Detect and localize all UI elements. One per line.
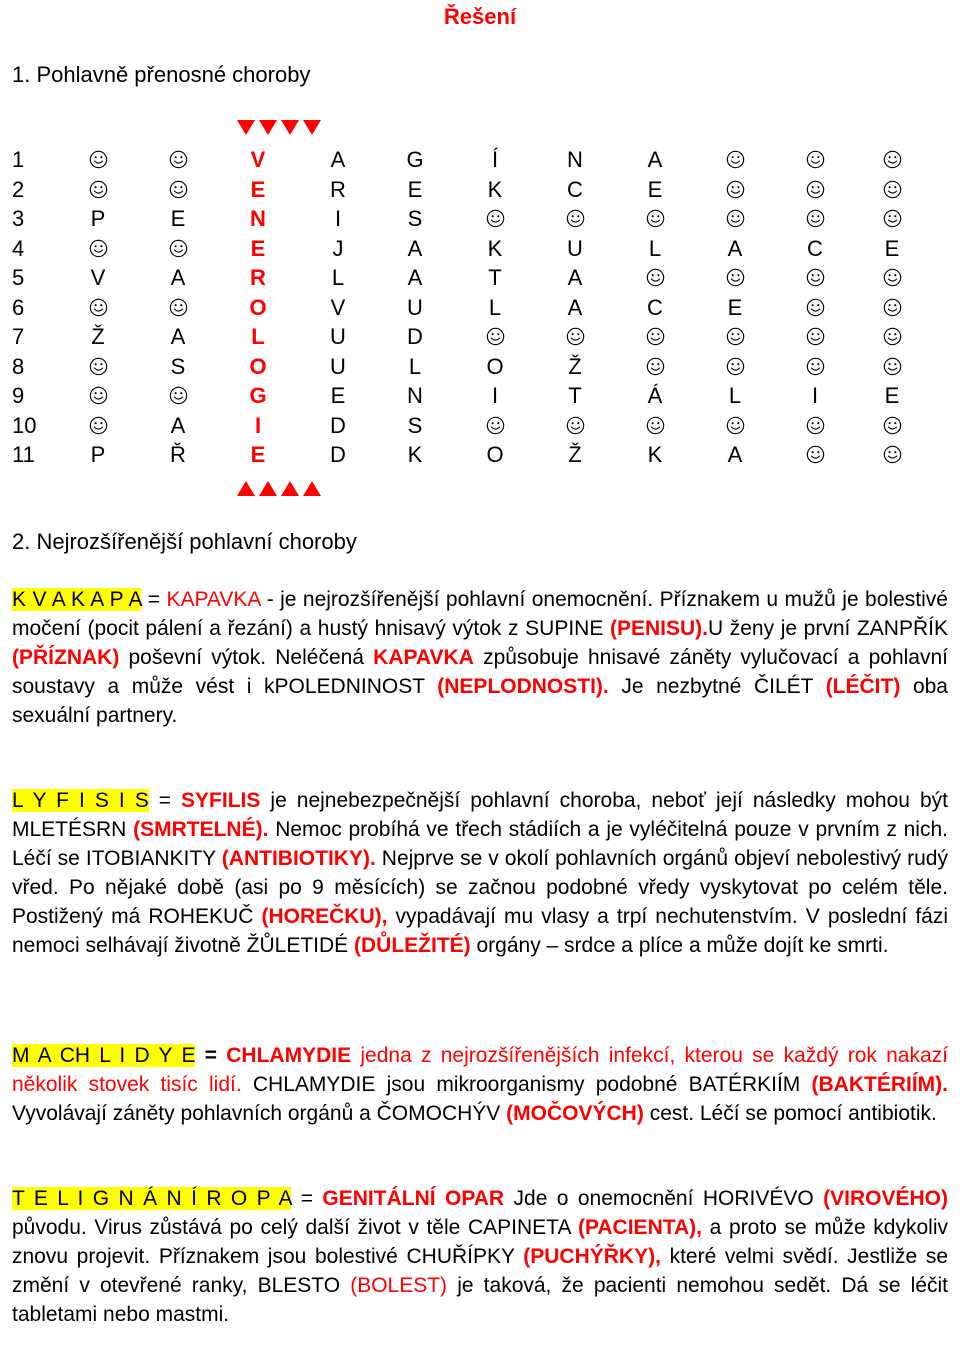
opar-answer: GENITÁLNÍ OPAR	[322, 1187, 505, 1210]
letter-cell: Á	[647, 383, 663, 408]
smiley-icon	[566, 209, 585, 228]
letter-cell: L	[331, 265, 345, 290]
letter-cell: A	[170, 412, 186, 438]
opar-text-3: a proto se může kdykoliv znovu projevit. Příznakem jsou bolestivé	[12, 1216, 949, 1268]
smiley-icon	[726, 150, 745, 169]
letter-cell: A	[727, 442, 743, 467]
smiley-icon	[89, 150, 108, 169]
smiley-cell	[785, 412, 845, 440]
smiley-cell	[625, 412, 685, 440]
letter-cell: A	[170, 324, 186, 349]
letter-cell: T	[568, 383, 582, 408]
smiley-icon	[883, 357, 902, 376]
opar-text-2: původu. Virus zůstává po celý další život v těle	[12, 1216, 461, 1239]
smiley-icon	[726, 180, 745, 199]
smiley-cell	[785, 353, 845, 381]
letter-cell: L	[728, 383, 742, 408]
letter-cell: E	[647, 176, 663, 202]
letter-cell: V	[90, 265, 106, 290]
smiley-icon	[726, 327, 745, 346]
row-number: 8	[12, 353, 25, 379]
chlamydie-paragraph	[12, 1041, 948, 1128]
syfilis-text-9: orgány – srdce a plíce a může dojít ke smrti.	[476, 934, 889, 957]
crossword-row	[0, 382, 960, 410]
kapavka-text-8: oba sexuální partnery.	[12, 675, 948, 727]
kapavka-text-3: U ženy je první	[707, 617, 851, 640]
smiley-icon	[883, 268, 902, 287]
section2-heading: 2. Nejrozšířenější pohlavní choroby	[12, 529, 357, 554]
up-arrows-icon	[235, 478, 325, 498]
letter-cell: E	[407, 176, 423, 202]
scrambled-word: MLETÉSRN	[12, 818, 127, 841]
scrambled-word: ZANPŘÍK	[856, 617, 948, 640]
kapavka-puzzle-code: K V A K A P A	[12, 588, 142, 611]
solved-word: (NEPLODNOSTI).	[437, 675, 609, 698]
letter-cell: K	[487, 235, 503, 261]
crossword-row	[0, 353, 960, 381]
smiley-icon	[89, 357, 108, 376]
crossword-row	[0, 146, 960, 174]
secret-letter-cell: N	[250, 206, 266, 231]
letter-cell: Ž	[568, 353, 582, 379]
smiley-icon	[883, 209, 902, 228]
scrambled-word: ŽŮLETIDÉ	[246, 934, 349, 957]
smiley-icon	[486, 416, 505, 435]
smiley-icon	[806, 327, 825, 346]
letter-cell: A	[407, 265, 423, 290]
smiley-icon	[726, 357, 745, 376]
letter-cell: E	[727, 294, 743, 320]
secret-letter-cell: E	[250, 442, 266, 467]
chlamydie-text-1: jedna z nejrozšířenějších infekcí, kterou se každý rok nakazí několik stovek tisíc lidí.	[12, 1044, 948, 1096]
smiley-cell	[862, 412, 922, 440]
row-number: 2	[12, 176, 25, 202]
smiley-cell	[465, 323, 525, 351]
smiley-icon	[883, 150, 902, 169]
smiley-icon	[89, 239, 108, 258]
smiley-icon	[806, 416, 825, 435]
smiley-icon	[169, 180, 188, 199]
secret-letter-cell: R	[250, 265, 266, 290]
letter-cell: D	[407, 324, 423, 349]
crossword-row	[0, 323, 960, 351]
smiley-cell	[705, 205, 765, 233]
smiley-cell	[148, 146, 208, 174]
secret-letter-cell: G	[249, 383, 267, 408]
letter-cell: A	[330, 147, 346, 172]
secret-letter-cell: E	[250, 235, 266, 261]
letter-cell: K	[487, 176, 503, 202]
letter-cell: Ž	[91, 324, 105, 349]
solved-word: (SMRTELNÉ).	[133, 818, 269, 841]
row-number: 5	[12, 265, 25, 290]
chlamydie-text-3: Vyvolávají záněty pohlavních orgánů a	[12, 1102, 371, 1125]
smiley-cell	[625, 323, 685, 351]
syfilis-text-6: Postižený má	[12, 905, 141, 928]
smiley-cell	[68, 294, 128, 322]
smiley-cell	[785, 294, 845, 322]
kapavka-text-7: Je nezbytné	[621, 675, 742, 698]
kapavka-text-2: Příznakem u mužů je bolestivé močení (pocit pálení a řezání) a hustý hnisavý výtok z	[12, 588, 948, 640]
crossword-row	[0, 176, 960, 204]
letter-cell: S	[407, 412, 423, 438]
smiley-icon	[169, 386, 188, 405]
secret-letter-cell: I	[254, 412, 262, 438]
scrambled-word: ČOMOCHÝV	[376, 1102, 501, 1125]
letter-cell: P	[90, 442, 106, 467]
scrambled-word: CAPINETA	[467, 1216, 571, 1239]
smiley-cell	[785, 264, 845, 292]
syfilis-paragraph	[12, 786, 948, 960]
chlamydie-answer: CHLAMYDIE	[226, 1044, 352, 1067]
opar-paragraph	[12, 1184, 948, 1329]
smiley-icon	[169, 298, 188, 317]
letter-cell: S	[170, 353, 186, 379]
syfilis-text-4: Nejprve se v okolí pohlavních orgánů objeví nebolestivý rudý vřed.	[12, 847, 948, 899]
scrambled-word: HORIVÉVO	[702, 1187, 814, 1210]
smiley-icon	[646, 357, 665, 376]
letter-cell: Ž	[568, 442, 582, 467]
equals-sign: =	[158, 789, 172, 812]
syfilis-puzzle-code: L Y F I S I S	[12, 789, 149, 812]
row-number: 9	[12, 383, 25, 408]
solution-title: Řešení	[443, 4, 517, 29]
smiley-cell	[545, 412, 605, 440]
letter-cell: V	[330, 294, 346, 320]
smiley-icon	[646, 416, 665, 435]
smiley-icon	[646, 327, 665, 346]
letter-cell: O	[486, 353, 504, 379]
smiley-icon	[726, 268, 745, 287]
solved-word: (MOČOVÝCH)	[506, 1102, 644, 1125]
row-number: 6	[12, 294, 25, 320]
solved-word: (VIROVÉHO)	[823, 1187, 948, 1210]
secret-letter-cell: V	[250, 147, 266, 172]
row-number: 1	[12, 147, 25, 172]
smiley-icon	[646, 268, 665, 287]
syfilis-text-8: V poslední fázi nemoci selhávají životně	[12, 905, 949, 957]
letter-cell: A	[567, 294, 583, 320]
crossword-row	[0, 294, 960, 322]
syfilis-answer: SYFILIS	[181, 789, 261, 812]
smiley-cell	[705, 323, 765, 351]
scrambled-word: BATÉRKIÍM	[688, 1073, 801, 1096]
smiley-cell	[862, 294, 922, 322]
smiley-cell	[625, 264, 685, 292]
smiley-icon	[806, 150, 825, 169]
smiley-cell	[545, 323, 605, 351]
smiley-icon	[89, 386, 108, 405]
chlamydie-puzzle-code: M A CH L I D Y E	[12, 1044, 196, 1067]
smiley-icon	[883, 416, 902, 435]
chlamydie-text-2: CHLAMYDIE jsou mikroorganismy podobné	[252, 1073, 678, 1096]
smiley-cell	[148, 382, 208, 410]
smiley-cell	[148, 294, 208, 322]
letter-cell: L	[648, 235, 662, 261]
letter-cell: D	[330, 442, 346, 467]
smiley-icon	[883, 298, 902, 317]
smiley-icon	[486, 209, 505, 228]
letter-cell: C	[647, 294, 663, 320]
smiley-icon	[486, 327, 505, 346]
smiley-cell	[148, 176, 208, 204]
letter-cell: I	[811, 383, 819, 408]
kapavka-text-5: Neléčená	[275, 646, 364, 669]
smiley-icon	[566, 327, 585, 346]
opar-text-1: Jde o onemocnění	[513, 1187, 694, 1210]
letter-cell: D	[330, 412, 346, 438]
opar-puzzle-code: T E L I G N Á N Í R O P A	[12, 1187, 292, 1210]
smiley-cell	[862, 146, 922, 174]
smiley-icon	[806, 357, 825, 376]
letter-cell: Í	[491, 147, 499, 172]
scrambled-word: SUPINE	[525, 617, 604, 640]
letter-cell: E	[884, 235, 900, 261]
kapavka-text-4: poševní výtok.	[128, 646, 267, 669]
scrambled-word: ČILÉT	[753, 675, 814, 698]
crossword-row	[0, 441, 960, 469]
letter-cell: U	[407, 294, 423, 320]
syfilis-text-2: Nemoc probíhá ve třech stádiích a je vyléčitelná pouze v prvním z nich.	[275, 818, 948, 841]
smiley-cell	[705, 264, 765, 292]
opar-text-4: které velmi svědí. Jestliže se změní v otevřené ranky,	[12, 1245, 949, 1297]
row-number: 11	[12, 442, 35, 467]
smiley-cell	[68, 146, 128, 174]
smiley-cell	[785, 441, 845, 469]
solved-word: (PŘÍZNAK)	[12, 646, 120, 669]
smiley-cell	[862, 441, 922, 469]
letter-cell: I	[334, 206, 342, 231]
smiley-cell	[68, 412, 128, 440]
syfilis-text-7: vypadávají mu vlasy a trpí nechutenstvím.	[395, 905, 798, 928]
letter-cell: Ř	[170, 442, 186, 467]
solved-word: (BOLEST)	[350, 1274, 448, 1297]
smiley-cell	[705, 353, 765, 381]
smiley-icon	[806, 298, 825, 317]
row-number: 4	[12, 235, 25, 261]
crossword-row	[0, 235, 960, 263]
smiley-icon	[89, 180, 108, 199]
kapavka-paragraph	[12, 585, 948, 730]
letter-cell: E	[170, 206, 186, 231]
letter-cell: S	[407, 206, 423, 231]
smiley-cell	[625, 353, 685, 381]
smiley-icon	[89, 298, 108, 317]
smiley-icon	[169, 150, 188, 169]
letter-cell: C	[567, 176, 583, 202]
solved-word: (PACIENTA),	[577, 1216, 702, 1239]
row-number: 10	[12, 412, 37, 438]
smiley-icon	[726, 416, 745, 435]
equals-sign: =	[204, 1044, 217, 1067]
letter-cell: G	[406, 147, 424, 172]
letter-cell: A	[170, 265, 186, 290]
kapavka-answer: KAPAVKA	[166, 588, 261, 611]
smiley-icon	[883, 327, 902, 346]
smiley-icon	[883, 180, 902, 199]
secret-letter-cell: E	[250, 176, 266, 202]
letter-cell: E	[330, 383, 346, 408]
solved-word: (LÉČIT)	[825, 675, 901, 698]
letter-cell: J	[332, 235, 344, 261]
smiley-icon	[646, 209, 665, 228]
smiley-cell	[68, 353, 128, 381]
letter-cell: O	[486, 442, 504, 467]
smiley-cell	[545, 205, 605, 233]
solved-word: (HOREČKU),	[261, 905, 388, 928]
syfilis-text-5: Po nějaké době (asi po 9 měsících) se začnou podobné vředy vyskytovat po celém těle.	[69, 876, 948, 899]
smiley-icon	[883, 445, 902, 464]
crossword-row	[0, 412, 960, 440]
letter-cell: U	[330, 324, 346, 349]
letter-cell: I	[491, 383, 499, 408]
syfilis-text-3: Léčí se	[12, 847, 80, 870]
letter-cell: A	[727, 235, 743, 261]
smiley-icon	[806, 180, 825, 199]
smiley-cell	[68, 382, 128, 410]
letter-cell: C	[807, 235, 823, 261]
chlamydie-text-4: cest. Léčí se pomocí antibiotik.	[649, 1102, 937, 1125]
smiley-cell	[862, 264, 922, 292]
solved-word: (ANTIBIOTIKY).	[221, 847, 376, 870]
crossword-row	[0, 205, 960, 233]
smiley-cell	[705, 412, 765, 440]
solved-word: (DŮLEŽITÉ)	[354, 934, 471, 957]
smiley-cell	[785, 146, 845, 174]
smiley-cell	[862, 353, 922, 381]
equals-sign: =	[300, 1187, 314, 1210]
letter-cell: E	[884, 383, 900, 408]
smiley-cell	[625, 205, 685, 233]
letter-cell: P	[90, 206, 106, 231]
smiley-cell	[705, 176, 765, 204]
row-number: 7	[12, 324, 25, 349]
row-number: 3	[12, 206, 25, 231]
solved-word: (PUCHÝŘKY),	[523, 1245, 661, 1268]
kapavka-answer-repeat: KAPAVKA	[373, 646, 474, 669]
smiley-icon	[566, 416, 585, 435]
smiley-icon	[89, 416, 108, 435]
scrambled-word: ROHEKUČ	[148, 905, 254, 928]
smiley-cell	[785, 323, 845, 351]
letter-cell: K	[407, 442, 423, 467]
smiley-cell	[785, 205, 845, 233]
solved-word: (PENISU).	[609, 617, 708, 640]
letter-cell: N	[567, 147, 583, 172]
scrambled-word: CHUŘÍPKY	[406, 1245, 515, 1268]
scrambled-word: POLEDNINOST	[274, 675, 425, 698]
syfilis-text-1: je nejnebezpečnější pohlavní choroba, neboť její následky mohou být	[270, 789, 948, 812]
smiley-icon	[806, 445, 825, 464]
smiley-cell	[862, 176, 922, 204]
down-arrows-icon	[235, 118, 325, 138]
section1-heading: 1. Pohlavně přenosné choroby	[12, 62, 311, 87]
smiley-icon	[806, 268, 825, 287]
smiley-cell	[862, 323, 922, 351]
kapavka-text-1: - je nejrozšířenější pohlavní onemocnění.	[266, 588, 654, 611]
smiley-cell	[68, 176, 128, 204]
letter-cell: K	[647, 442, 663, 467]
letter-cell: L	[408, 353, 422, 379]
smiley-cell	[465, 205, 525, 233]
opar-text-5: je taková, že pacienti nemohou sedět. Dá se léčit tabletami nebo mastmi.	[12, 1274, 949, 1326]
smiley-icon	[806, 209, 825, 228]
letter-cell: N	[407, 383, 423, 408]
letter-cell: T	[488, 265, 502, 290]
smiley-cell	[705, 146, 765, 174]
smiley-cell	[148, 235, 208, 263]
kapavka-text-6: způsobuje hnisavé záněty vylučovací a pohlavní soustavy a může vést i k	[12, 646, 948, 698]
secret-letter-cell: L	[251, 324, 265, 349]
smiley-cell	[68, 235, 128, 263]
letter-cell: A	[407, 235, 423, 261]
secret-letter-cell: O	[249, 353, 267, 379]
letter-cell: R	[330, 176, 346, 202]
smiley-icon	[169, 239, 188, 258]
smiley-cell	[465, 412, 525, 440]
smiley-cell	[785, 176, 845, 204]
smiley-cell	[862, 205, 922, 233]
scrambled-word: ITOBIANKITY	[85, 847, 216, 870]
letter-cell: U	[567, 235, 583, 261]
crossword-row	[0, 264, 960, 292]
letter-cell: L	[488, 294, 502, 320]
letter-cell: A	[647, 147, 663, 172]
secret-letter-cell: O	[249, 294, 267, 320]
equals-sign: =	[147, 588, 161, 611]
solved-word: (BAKTÉRIÍM).	[811, 1073, 948, 1096]
scrambled-word: BLESTO	[257, 1274, 341, 1297]
letter-cell: A	[567, 265, 583, 290]
letter-cell: U	[330, 353, 346, 379]
smiley-icon	[726, 209, 745, 228]
